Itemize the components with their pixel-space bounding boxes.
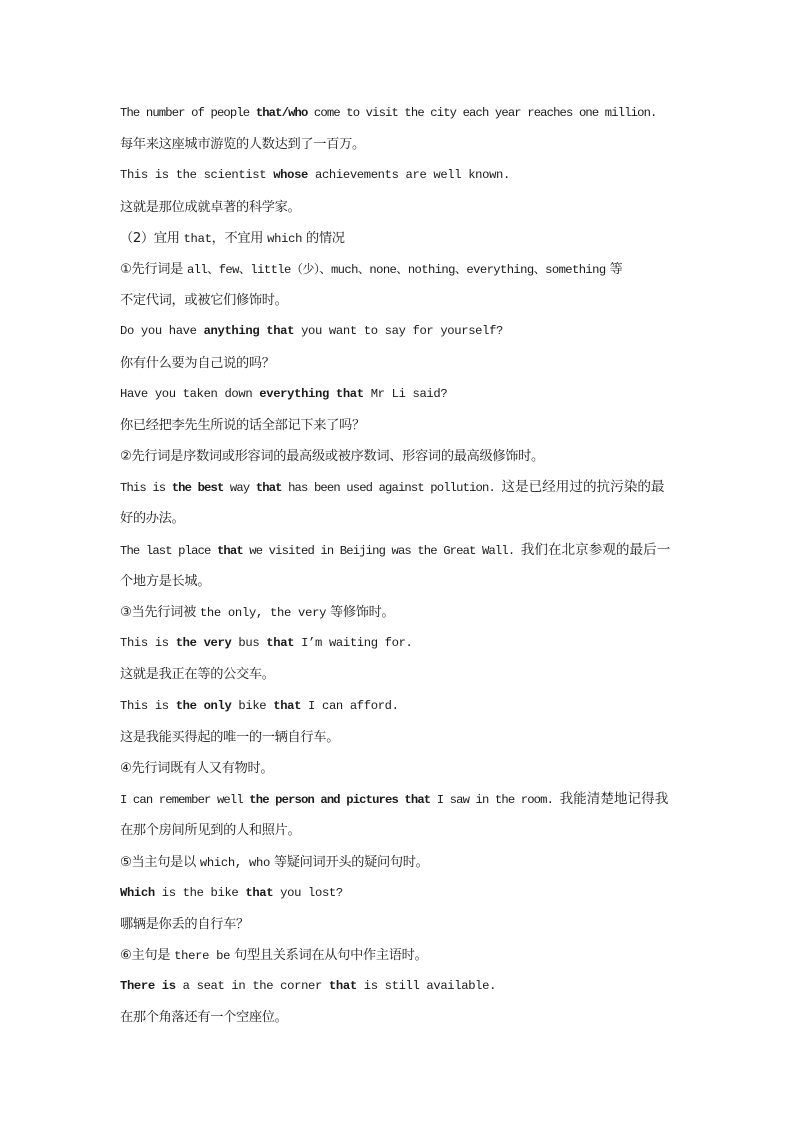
text-span: the only, the very: [199, 606, 327, 620]
text-span: bus: [231, 636, 267, 651]
example-sentence-en: [120, 98, 676, 129]
text-span: 我能清楚地记得我: [559, 791, 669, 808]
text-span: （2）宜用: [120, 230, 184, 246]
relative-word: anything that: [203, 324, 295, 339]
text-span: Have you taken down: [120, 386, 260, 401]
text-span: Mr Li said?: [363, 386, 448, 401]
text-span: bike: [231, 698, 274, 713]
relative-word: that: [216, 543, 243, 558]
text-span: we visited in Beijing was the Great Wall.: [242, 543, 521, 558]
text-span: ⑤当主句是以: [120, 854, 200, 870]
relative-word: the person and pictures that: [249, 793, 431, 808]
example-sentence-en: [120, 784, 676, 815]
text-span: 句型且关系词在从句中作主语时。: [230, 948, 428, 964]
rule-item-continued: 不定代词，或被它们修饰时。: [120, 293, 288, 309]
rule-item: [120, 940, 676, 971]
rule-item: ②先行词是序数词或形容词的最高级或被序数词、形容词的最高级修饰时。: [120, 449, 544, 465]
example-sentence-en: [120, 472, 676, 503]
example-translation-zh: 这就是我正在等的公交车。: [120, 667, 275, 683]
text-span: achievements are well known.: [308, 168, 510, 183]
text-span: The last place: [120, 543, 217, 558]
text-span: is the bike: [154, 885, 246, 900]
document-page: [120, 98, 676, 1034]
text-span: ①先行词是: [120, 261, 187, 277]
example-translation-zh: 个地方是长城。: [120, 573, 211, 589]
relative-word: the very: [175, 636, 232, 651]
text-span: that: [183, 231, 212, 246]
example-translation-zh: 这是我能买得起的唯一的一辆自行车。: [120, 729, 340, 745]
relative-word: the best: [171, 481, 224, 496]
example-translation-zh: 哪辆是你丢的自行车？: [120, 916, 249, 932]
text-span: 等: [605, 261, 623, 277]
relative-word: that: [273, 698, 302, 713]
text-span: I saw in the room.: [430, 793, 560, 808]
example-sentence-en: [120, 628, 676, 659]
text-span: 的情况: [302, 230, 345, 246]
text-span: Do you have: [120, 324, 204, 339]
text-span: This is the scientist: [120, 168, 274, 183]
text-span: The number of people: [120, 106, 256, 120]
relative-word: that/who: [255, 106, 308, 120]
example-translation-zh: 你有什么要为自己说的吗？: [120, 355, 275, 371]
text-span: you want to say for yourself?: [294, 324, 504, 339]
text-span: 这是已经用过的抗污染的最: [501, 479, 665, 496]
text-span: 等修饰时。: [326, 605, 395, 620]
example-sentence-en: [120, 535, 676, 566]
example-sentence-en: [120, 316, 676, 347]
example-translation-zh: 这就是那位成就卓著的科学家。: [120, 199, 301, 215]
text-span: ③当先行词被: [120, 605, 200, 620]
text-span: you lost?: [273, 885, 343, 900]
text-span: 我们在北京参观的最后一: [520, 541, 671, 558]
text-span: there be: [174, 949, 231, 964]
relative-word: that: [255, 481, 282, 496]
text-span: which, who: [199, 855, 270, 870]
text-span: ，不宜用: [211, 230, 268, 246]
relative-word: everything that: [259, 386, 364, 401]
text-span: way: [223, 481, 256, 496]
text-span: This is: [120, 481, 172, 496]
relative-word: that: [266, 636, 295, 651]
rule-item: [120, 254, 676, 285]
text-span: I can afford.: [301, 698, 399, 713]
example-sentence-en: [120, 379, 676, 410]
question-word: Which: [120, 885, 155, 900]
example-sentence-en: [120, 691, 676, 722]
text-span: I can remember well: [120, 793, 250, 808]
example-sentence-en: [120, 878, 676, 909]
relative-word: whose: [273, 168, 309, 183]
relative-word: that: [328, 979, 357, 994]
example-translation-zh: 在那个角落还有一个空座位。: [120, 1010, 288, 1026]
example-translation-zh: 每年来这座城市游览的人数达到了一百万。: [120, 137, 365, 153]
text-span: 等疑问词开头的疑问句时。: [270, 854, 429, 870]
text-span: This is: [120, 698, 176, 713]
relative-word: the only: [175, 698, 232, 713]
rule-item: [120, 847, 676, 878]
rule-item: [120, 597, 676, 628]
example-translation-zh: 你已经把李先生所说的话全部记下来了吗？: [120, 417, 365, 433]
text-span: a seat in the corner: [175, 979, 329, 994]
text-span: which: [267, 231, 303, 246]
section-heading: [120, 223, 676, 254]
text-span: is still available.: [356, 979, 497, 994]
rule-item: ④先行词既有人又有物时。: [120, 760, 274, 776]
relative-word: that: [245, 885, 274, 900]
example-translation-zh: 好的办法。: [120, 511, 185, 527]
text-span: I’m waiting for.: [294, 636, 413, 651]
text-span: come to visit the city each year reaches one million.: [307, 106, 657, 120]
example-sentence-en: [120, 971, 676, 1002]
text-span: all、few、little（少）、much、none、nothing、everything、something: [186, 262, 606, 277]
example-translation-zh: 在那个房间所见到的人和照片。: [120, 823, 301, 839]
example-sentence-en: [120, 160, 676, 191]
text-span: This is: [120, 636, 176, 651]
text-span: has been used against pollution.: [281, 481, 502, 496]
text-span: ⑥主句是: [120, 948, 175, 964]
there-be-phrase: There is: [120, 979, 176, 994]
